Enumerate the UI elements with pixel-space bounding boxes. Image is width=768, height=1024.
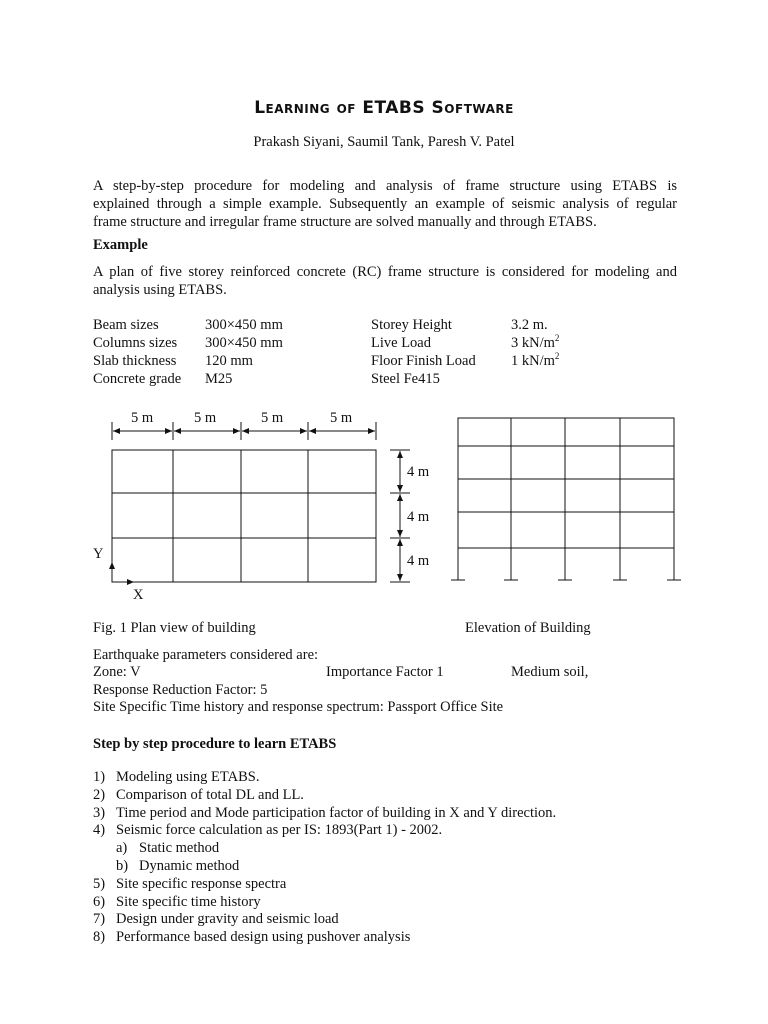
eq-response-reduction: Response Reduction Factor: 5 xyxy=(93,682,268,698)
intro-line-3: frame structure and irregular frame structure are solved manually and through ETABS. xyxy=(93,214,597,230)
prop-label: Floor Finish Load xyxy=(371,353,476,369)
prop-value: M25 xyxy=(205,371,233,387)
procedure-heading: Step by step procedure to learn ETABS xyxy=(93,736,337,752)
intro-line-1: A step-by-step procedure for modeling and analysis of frame structure using ETABS is xyxy=(93,178,677,194)
list-item: 3) Time period and Mode participation factor of building in X and Y direction. xyxy=(93,804,557,821)
bay-label: 5 m xyxy=(194,410,217,426)
prop-label: Steel Fe415 xyxy=(371,371,440,387)
list-item: 4) Seismic force calculation as per IS: 1893(Part 1) - 2002. xyxy=(93,822,443,839)
example-line-2: analysis using ETABS. xyxy=(93,282,227,298)
figure-caption-elevation: Elevation of Building xyxy=(465,620,591,636)
prop-label: Live Load xyxy=(371,335,431,351)
prop-label: Beam sizes xyxy=(93,317,159,333)
list-item: 5) Site specific response spectra xyxy=(93,875,287,892)
prop-value: 3.2 m. xyxy=(511,317,548,333)
prop-value: 1 $kN/m^2$ xyxy=(511,351,560,369)
intro-line-2: explained through a simple example. Subsequently an example of seismic analysis of regular xyxy=(93,196,677,212)
list-subitem: b) Dynamic method xyxy=(116,857,240,874)
prop-value: 300×450 mm xyxy=(205,317,283,333)
span-label: 4 m xyxy=(407,509,430,525)
eq-site: Site Specific Time history and response spectrum: Passport Office Site xyxy=(93,699,504,715)
plan-view xyxy=(112,422,410,582)
list-item: 2) Comparison of total DL and LL. xyxy=(93,786,304,803)
prop-value: 300×450 mm xyxy=(205,335,283,351)
page-title: Learning of ETABS Software xyxy=(254,98,514,118)
eq-soil: Medium soil, xyxy=(511,664,589,680)
example-heading: Example xyxy=(93,237,148,253)
list-subitem: a) Static method xyxy=(116,840,220,857)
axis-x-label: X xyxy=(133,587,144,603)
prop-label: Columns sizes xyxy=(93,335,178,351)
prop-label: Concrete grade xyxy=(93,371,182,387)
list-item: 8) Performance based design using pushover analysis xyxy=(93,929,411,946)
prop-value: 3 $kN/m^2$ xyxy=(511,333,560,351)
bay-label: 5 m xyxy=(131,410,154,426)
bay-label: 5 m xyxy=(261,410,284,426)
example-line-1: A plan of five storey reinforced concrete (RC) frame structure is considered for modeling and xyxy=(93,264,677,280)
authors: Prakash Siyani, Saumil Tank, Paresh V. Patel xyxy=(253,134,515,150)
eq-intro: Earthquake parameters considered are: xyxy=(93,647,319,663)
figure-caption-plan: Fig. 1 Plan view of building xyxy=(93,620,256,636)
span-label: 4 m xyxy=(407,464,430,480)
list-item: 1) Modeling using ETABS. xyxy=(93,769,260,785)
list-item: 6) Site specific time history xyxy=(93,893,261,910)
eq-zone: Zone: V xyxy=(93,664,141,680)
eq-importance: Importance Factor 1 xyxy=(326,664,444,680)
bay-label: 5 m xyxy=(330,410,353,426)
axis-y-label: Y xyxy=(93,546,104,562)
elevation-view xyxy=(451,418,681,580)
procedure-list xyxy=(93,769,556,947)
prop-value: 120 mm xyxy=(205,353,253,369)
prop-label: Storey Height xyxy=(371,317,452,333)
list-item: 7) Design under gravity and seismic load xyxy=(93,911,339,928)
span-label: 4 m xyxy=(407,553,430,569)
prop-label: Slab thickness xyxy=(93,353,177,369)
